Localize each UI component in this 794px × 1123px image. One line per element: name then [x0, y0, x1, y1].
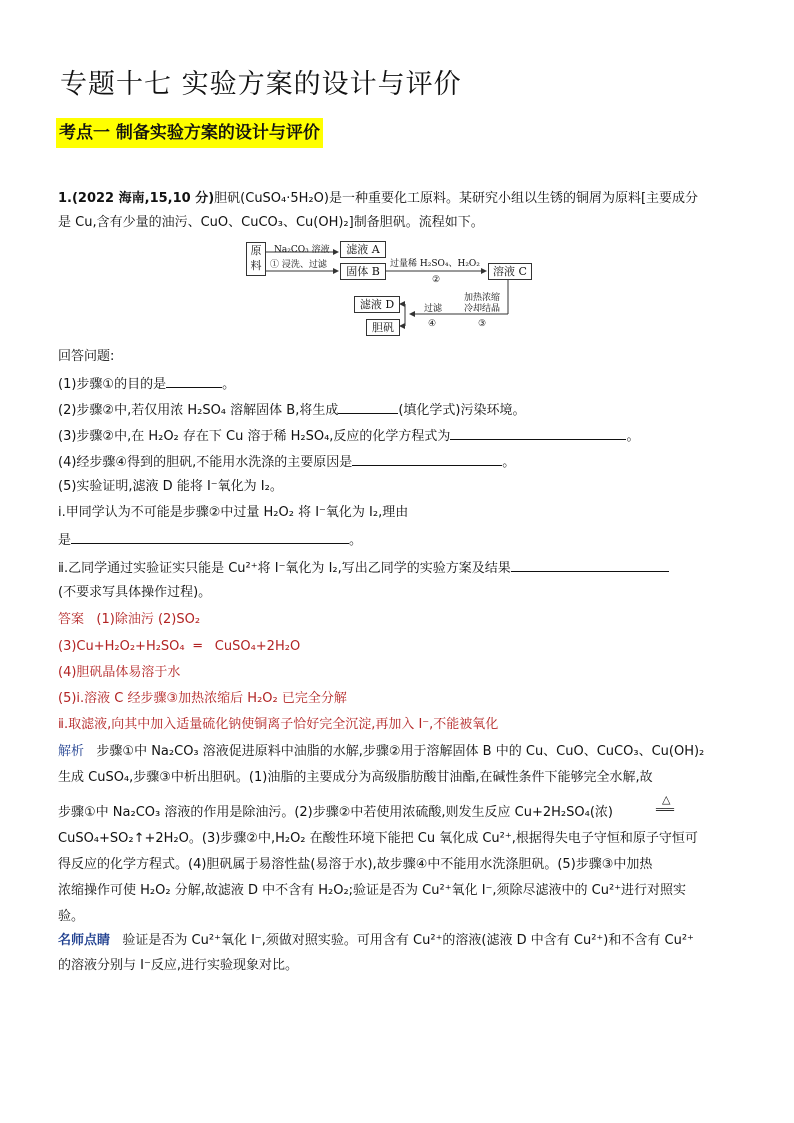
answer-5ii: ⅱ.取滤液,向其中加入适量硫化钠使铜离子恰好完全沉淀,再加入 I⁻,不能被氧化 [58, 717, 499, 732]
blank-4[interactable] [352, 451, 502, 466]
tip-line-1 [58, 931, 734, 951]
question-5i-period: 。 [349, 533, 363, 548]
question-5: (5)实验证明,滤液 D 能将 I⁻氧化为 I₂。 [58, 479, 283, 494]
question-5ii-cont: (不要求写具体操作过程)。 [58, 585, 212, 600]
question-intro-line-2: 是 Cu,含有少量的油污、CuO、CuCO₃、Cu(OH)₂]制备胆矾。流程如下。 [58, 215, 484, 230]
question-2-text: (2)步骤②中,若仅用浓 H₂SO₄ 溶解固体 B,将生成 [58, 403, 339, 418]
blank-1[interactable] [166, 373, 222, 388]
question-source: 1.(2022 海南,15,10 分) [58, 191, 215, 206]
analysis-line-4: CuSO₄+SO₂↑+2H₂O。(3)步骤②中,H₂O₂ 在酸性环境下能把 Cu 氧化成 Cu²⁺,根据得失电子守恒和原子守恒可 [58, 831, 698, 846]
section-heading: 考点一 制备实验方案的设计与评价 [56, 118, 323, 148]
answer-5i: (5)ⅰ.溶液 C 经步骤③加热浓缩后 H₂O₂ 已完全分解 [58, 691, 347, 706]
equal-sign-icon-2: ═══ [656, 805, 675, 816]
analysis-line-6: 浓缩操作可使 H₂O₂ 分解,故滤液 D 中不含有 H₂O₂;验证是否为 Cu²⁺氧化 I⁻,须除尽滤液中的 Cu²⁺进行对照实 [58, 883, 687, 898]
step1-reagent: Na₂CO₃ 溶液 [274, 245, 330, 255]
question-1-period: 。 [222, 377, 236, 392]
filtrate-a-box: 滤液 A [340, 241, 386, 258]
tip-label: 名师点睛 [58, 933, 111, 948]
question-5i: ⅰ.甲同学认为不可能是步骤②中过量 H₂O₂ 将 I⁻氧化为 I₂,理由 [58, 505, 409, 520]
blank-3[interactable] [450, 425, 626, 440]
tip-text-1: 验证是否为 Cu²⁺氧化 I⁻,须做对照实验。可用含有 Cu²⁺的溶液(滤液 D 中含有 Cu²⁺)和不含有 Cu²⁺ [122, 933, 694, 948]
question-intro-line-1 [58, 189, 734, 209]
answer-1-2-text: (1)除油污 (2)SO₂ [96, 612, 201, 627]
blank-5i[interactable] [71, 529, 349, 544]
equal-sign-icon: ═ [193, 639, 202, 654]
filtrate-d-box: 滤液 D [354, 296, 400, 313]
question-4-text: (4)经步骤④得到的胆矾,不能用水洗涤的主要原因是 [58, 455, 353, 470]
step2-reagent: 过量稀 H₂SO₄、H₂O₂ [390, 259, 480, 269]
answer-3-left: (3)Cu+H₂O₂+H₂SO₄ [58, 639, 185, 654]
analysis-line-1 [58, 742, 734, 762]
tip-line-2: 的溶液分别与 I⁻反应,进行实验现象对比。 [58, 958, 298, 973]
analysis-line-2: 生成 CuSO₄,步骤③中析出胆矾。(1)油脂的主要成分为高级脂肪酸甘油酯,在碱性条件下能够完全水解,故 [58, 770, 653, 785]
analysis-line-5: 得反应的化学方程式。(4)胆矾属于易溶性盐(易溶于水),故步骤④中不能用水洗涤胆矾。(5)步骤③中加热 [58, 857, 653, 872]
question-5i-cont [58, 529, 734, 551]
answer-4: (4)胆矾晶体易溶于水 [58, 665, 181, 680]
analysis-text-3: 步骤①中 Na₂CO₃ 溶液的作用是除油污。(2)步骤②中若使用浓硫酸,则发生反应 Cu+2H₂SO₄(浓) [58, 805, 613, 820]
analysis-line-7: 验。 [58, 909, 85, 924]
step4-operation: 过滤 [424, 304, 443, 314]
question-5i-prefix: 是 [58, 533, 72, 548]
question-3-text: (3)步骤②中,在 H₂O₂ 存在下 Cu 溶于稀 H₂SO₄,反应的化学方程式为 [58, 429, 451, 444]
step1-operation: ① 浸洗、过滤 [270, 260, 327, 270]
step3-operation-2: 冷却结晶 [464, 304, 501, 314]
answer-prompt: 回答问题: [58, 349, 115, 364]
question-intro-text-1: 胆矾(CuSO₄·5H₂O)是一种重要化工原料。某研究小组以生锈的铜屑为原料[主要成分 [214, 191, 699, 206]
question-1 [58, 373, 734, 395]
solution-c-box: 溶液 C [488, 263, 532, 280]
question-2-suffix: (填化学式)污染环境。 [398, 403, 526, 418]
question-4 [58, 451, 734, 473]
question-1-text: (1)步骤①的目的是 [58, 377, 167, 392]
raw-material-box: 原 料 [246, 242, 266, 276]
flow-diagram [240, 238, 540, 338]
step3-number: ③ [478, 319, 487, 329]
analysis-line-3 [58, 793, 734, 823]
step2-number: ② [432, 275, 441, 285]
step4-number: ④ [428, 319, 437, 329]
answer-3-right: CuSO₄+2H₂O [214, 639, 301, 654]
blank-2[interactable] [338, 399, 398, 414]
answer-3 [58, 637, 734, 657]
question-2 [58, 399, 734, 421]
question-3 [58, 425, 734, 447]
analysis-label: 解析 [58, 744, 85, 759]
blue-vitriol-box: 胆矾 [366, 319, 400, 336]
analysis-text-1: 步骤①中 Na₂CO₃ 溶液促进原料中油脂的水解,步骤②用于溶解固体 B 中的 Cu、CuO、CuCO₃、Cu(OH)₂ [96, 744, 705, 759]
blank-5ii[interactable] [511, 557, 669, 572]
page-title: 专题十七 实验方案的设计与评价 [60, 69, 462, 100]
question-4-period: 。 [502, 455, 516, 470]
question-5ii [58, 557, 734, 579]
step3-operation-1: 加热浓缩 [464, 293, 501, 303]
heat-symbol-icon: △ [662, 793, 671, 806]
question-3-period: 。 [626, 429, 640, 444]
solid-b-box: 固体 B [340, 263, 386, 280]
answer-1-2 [58, 610, 734, 630]
answer-label: 答案 [58, 612, 85, 627]
question-5ii-text: ⅱ.乙同学通过实验证实只能是 Cu²⁺将 I⁻氧化为 I₂,写出乙同学的实验方案及结果 [58, 561, 511, 576]
